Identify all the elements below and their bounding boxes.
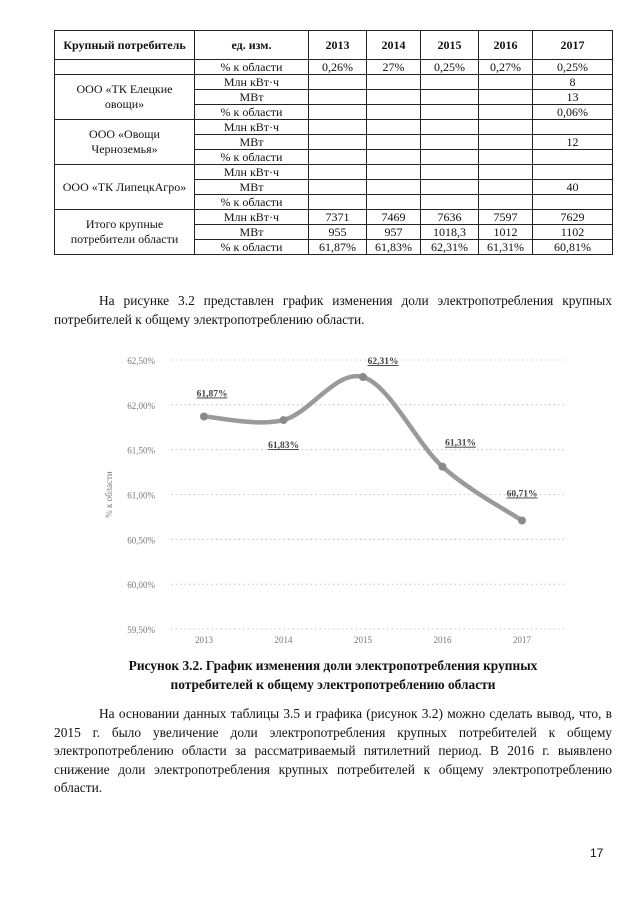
value-cell bbox=[367, 165, 421, 180]
value-cell bbox=[421, 105, 479, 120]
unit-cell: Млн кВт·ч bbox=[195, 165, 309, 180]
value-cell bbox=[421, 90, 479, 105]
value-cell bbox=[479, 180, 533, 195]
table-row bbox=[55, 120, 613, 135]
value-cell: 1018,3 bbox=[421, 225, 479, 240]
value-cell bbox=[309, 195, 367, 210]
data-label: 62,31% bbox=[367, 357, 399, 368]
data-label: 60,71% bbox=[506, 489, 538, 500]
data-point bbox=[280, 416, 288, 424]
unit-cell: Млн кВт·ч bbox=[195, 210, 309, 225]
value-cell: 40 bbox=[533, 180, 613, 195]
value-cell bbox=[367, 195, 421, 210]
value-cell: 0,25% bbox=[533, 60, 613, 75]
header-consumer: Крупный потребитель bbox=[55, 31, 195, 60]
table-row bbox=[55, 60, 613, 75]
value-cell: 7469 bbox=[367, 210, 421, 225]
unit-cell: МВт bbox=[195, 90, 309, 105]
y-tick-label: 61,50% bbox=[127, 445, 155, 456]
share-line-chart bbox=[96, 344, 576, 650]
conclusion-paragraph: На основании данных таблицы 3.5 и графика (рисунок 3.2) можно сделать вывод, что, в 2015 г. было увеличение доли электропотребления крупных потребителей к общему электропотреблению области за рассматриваемый пятилетний период. В 2016 г. выявлено снижение доли электропотребления крупных потребителей к общему электропотреблению области. bbox=[54, 706, 612, 796]
y-tick-label: 60,50% bbox=[127, 535, 155, 546]
unit-cell: Млн кВт·ч bbox=[195, 75, 309, 90]
value-cell bbox=[309, 150, 367, 165]
unit-cell: % к области bbox=[195, 150, 309, 165]
value-cell: 62,31% bbox=[421, 240, 479, 255]
value-cell: 8 bbox=[533, 75, 613, 90]
value-cell bbox=[309, 75, 367, 90]
value-cell bbox=[309, 90, 367, 105]
value-cell bbox=[367, 90, 421, 105]
data-label: 61,31% bbox=[445, 438, 476, 449]
consumer-cell: Итого крупные потребители области bbox=[55, 210, 195, 255]
y-tick-label: 62,50% bbox=[127, 356, 155, 366]
value-cell bbox=[421, 180, 479, 195]
value-cell: 13 bbox=[533, 90, 613, 105]
value-cell bbox=[479, 75, 533, 90]
value-cell bbox=[421, 165, 479, 180]
value-cell bbox=[533, 150, 613, 165]
data-point bbox=[359, 373, 367, 381]
header-unit: ед. изм. bbox=[195, 31, 309, 60]
value-cell: 0,26% bbox=[309, 60, 367, 75]
value-cell bbox=[309, 165, 367, 180]
x-tick-label: 2015 bbox=[354, 635, 372, 645]
unit-cell: % к области bbox=[195, 105, 309, 120]
consumer-cell: ООО «Овощи Черноземья» bbox=[55, 120, 195, 165]
value-cell: 955 bbox=[309, 225, 367, 240]
value-cell bbox=[479, 120, 533, 135]
value-cell bbox=[421, 135, 479, 150]
consumer-cell: ООО «ТК ЛипецкАгро» bbox=[55, 165, 195, 210]
header-year: 2016 bbox=[479, 31, 533, 60]
value-cell bbox=[367, 135, 421, 150]
unit-cell: % к области bbox=[195, 60, 309, 75]
value-cell bbox=[367, 120, 421, 135]
caption-line-1: Рисунок 3.2. График изменения доли электропотребления крупных bbox=[128, 658, 538, 673]
y-tick-label: 59,50% bbox=[127, 625, 155, 635]
value-cell: 0,06% bbox=[533, 105, 613, 120]
header-year: 2015 bbox=[421, 31, 479, 60]
value-cell bbox=[421, 75, 479, 90]
value-cell bbox=[479, 150, 533, 165]
header-year: 2014 bbox=[367, 31, 421, 60]
value-cell: 61,31% bbox=[479, 240, 533, 255]
value-cell: 61,87% bbox=[309, 240, 367, 255]
value-cell bbox=[367, 180, 421, 195]
value-cell bbox=[309, 135, 367, 150]
data-label: 61,83% bbox=[268, 441, 299, 452]
unit-cell: МВт bbox=[195, 135, 309, 150]
value-cell bbox=[479, 165, 533, 180]
consumers-table bbox=[54, 30, 613, 255]
x-tick-label: 2017 bbox=[513, 635, 531, 645]
y-tick-label: 61,00% bbox=[127, 490, 155, 501]
value-cell bbox=[421, 195, 479, 210]
header-year: 2013 bbox=[309, 31, 367, 60]
value-cell: 7629 bbox=[533, 210, 613, 225]
intro-paragraph: На рисунке 3.2 представлен график изменения доли электропотребления крупных потребителей к общему электропотреблению области. bbox=[54, 293, 612, 327]
value-cell bbox=[367, 150, 421, 165]
value-cell bbox=[479, 105, 533, 120]
value-cell bbox=[421, 120, 479, 135]
value-cell: 0,25% bbox=[421, 60, 479, 75]
unit-cell: % к области bbox=[195, 240, 309, 255]
x-tick-label: 2014 bbox=[274, 635, 293, 645]
table-header-row bbox=[55, 31, 613, 60]
consumer-cell: ООО «ТК Елецкие овощи» bbox=[55, 75, 195, 120]
data-point bbox=[200, 412, 208, 420]
unit-cell: МВт bbox=[195, 180, 309, 195]
x-tick-label: 2016 bbox=[433, 635, 452, 645]
value-cell: 12 bbox=[533, 135, 613, 150]
value-cell bbox=[533, 165, 613, 180]
value-cell: 60,81% bbox=[533, 240, 613, 255]
value-cell bbox=[309, 120, 367, 135]
value-cell: 61,83% bbox=[367, 240, 421, 255]
value-cell: 7636 bbox=[421, 210, 479, 225]
unit-cell: Млн кВт·ч bbox=[195, 120, 309, 135]
value-cell bbox=[479, 135, 533, 150]
value-cell bbox=[533, 195, 613, 210]
value-cell bbox=[533, 120, 613, 135]
y-tick-label: 60,00% bbox=[127, 580, 155, 591]
value-cell: 0,27% bbox=[479, 60, 533, 75]
header-year: 2017 bbox=[533, 31, 613, 60]
data-label: 61,87% bbox=[196, 389, 228, 400]
value-cell: 1012 bbox=[479, 225, 533, 240]
value-cell bbox=[309, 180, 367, 195]
value-cell: 27% bbox=[367, 60, 421, 75]
figure-caption bbox=[54, 656, 612, 694]
value-cell bbox=[367, 105, 421, 120]
unit-cell: МВт bbox=[195, 225, 309, 240]
table-row bbox=[55, 75, 613, 90]
value-cell bbox=[479, 195, 533, 210]
data-point bbox=[518, 517, 526, 525]
caption-line-2: потребителей к общему электропотреблению области bbox=[170, 677, 496, 692]
page-number: 17 bbox=[590, 846, 604, 860]
value-cell bbox=[309, 105, 367, 120]
x-tick-label: 2013 bbox=[195, 635, 213, 645]
value-cell: 1102 bbox=[533, 225, 613, 240]
consumer-cell bbox=[55, 60, 195, 75]
data-point bbox=[439, 463, 447, 471]
unit-cell: % к области bbox=[195, 195, 309, 210]
value-cell: 7597 bbox=[479, 210, 533, 225]
y-axis-label: % к области bbox=[104, 471, 114, 518]
value-cell bbox=[367, 75, 421, 90]
value-cell bbox=[421, 150, 479, 165]
table-row bbox=[55, 165, 613, 180]
y-tick-label: 62,00% bbox=[127, 400, 155, 411]
table-row bbox=[55, 210, 613, 225]
value-cell: 7371 bbox=[309, 210, 367, 225]
value-cell: 957 bbox=[367, 225, 421, 240]
value-cell bbox=[479, 90, 533, 105]
